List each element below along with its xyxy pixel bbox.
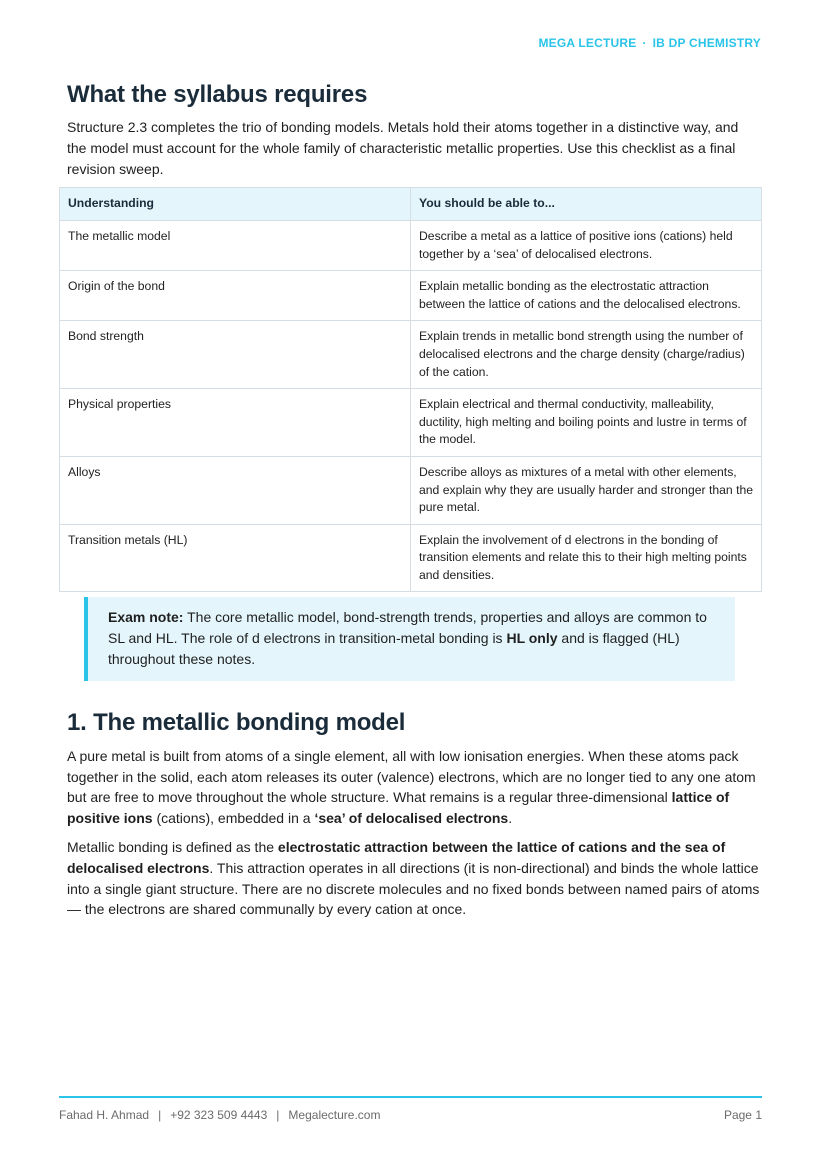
paragraph-text: Metallic bonding is defined as the (67, 839, 278, 856)
table-row (60, 321, 762, 389)
page-header (538, 36, 761, 50)
exam-note-label: Exam note: (108, 609, 184, 626)
section-paragraph-2 (67, 837, 762, 920)
page-number: Page 1 (723, 1108, 762, 1122)
table-cell-understanding: Alloys (60, 456, 411, 524)
paragraph-text: . (508, 810, 513, 827)
table-row (60, 456, 762, 524)
table-row (60, 389, 762, 457)
syllabus-intro: Structure 2.3 completes the trio of bonding models. Metals hold their atoms together in a distinctive way, and the model must account for the whole family of characteristic metallic properties. Use this checklist as a final revision sweep. (67, 119, 739, 177)
exam-note-callout (84, 597, 735, 680)
footer-phone: +92 323 509 4443 (170, 1108, 268, 1122)
footer-separator: | (276, 1108, 280, 1122)
table-cell-outcome: Explain the involvement of d electrons in the bonding of transition elements and relate this to their high melting points and densities. (411, 524, 762, 592)
table-header-outcome: You should be able to... (411, 188, 762, 221)
table-cell-outcome: Explain electrical and thermal conductivity, malleability, ductility, high melting and boiling points and lustre in terms of the model. (411, 389, 762, 457)
table-row (60, 271, 762, 321)
table-cell-outcome: Explain trends in metallic bond strength using the number of delocalised electrons and the charge density (charge/radius) of the cation. (411, 321, 762, 389)
exam-note-text (108, 607, 715, 669)
footer-divider (59, 1096, 762, 1098)
exam-note-emphasis: HL only (506, 630, 558, 647)
section-title: 1. The metallic bonding model (67, 708, 406, 736)
table-cell-understanding: Physical properties (60, 389, 411, 457)
table-header-understanding: Understanding (60, 188, 411, 221)
key-term: electrostatic attraction between the lattice of cations and the sea of delocalised electrons (67, 839, 726, 876)
paragraph-text: . This attraction operates in all directions (it is non-directional) and binds the whole lattice into a single giant structure. There are no discrete molecules and no fixed bonds between named pairs of atoms — the electrons are shared communally by every cation at once. (67, 859, 760, 918)
paragraph-text: (cations), embedded in a (152, 810, 315, 827)
footer-website[interactable]: Megalecture.com (288, 1108, 381, 1122)
section-paragraph-1 (67, 746, 762, 829)
page-footer (59, 1108, 762, 1122)
header-brand: MEGA LECTURE (538, 36, 637, 50)
table-row (60, 524, 762, 592)
table-cell-understanding: Origin of the bond (60, 271, 411, 321)
syllabus-title: What the syllabus requires (67, 81, 368, 108)
syllabus-table (59, 187, 762, 592)
footer-author: Fahad H. Ahmad (59, 1108, 150, 1122)
header-separator: · (642, 36, 647, 50)
footer-contact (59, 1108, 380, 1122)
table-row (60, 220, 762, 270)
table-cell-outcome: Describe a metal as a lattice of positive ions (cations) held together by a ‘sea’ of delocalised electrons. (411, 220, 762, 270)
table-cell-understanding: Bond strength (60, 321, 411, 389)
exam-note-body-1: The core metallic model, bond-strength trends, properties and alloys are common to SL and HL. The role of d electrons in transition-metal bonding is (108, 609, 707, 647)
table-cell-outcome: Describe alloys as mixtures of a metal with other elements, and explain why they are usually harder and stronger than the pure metal. (411, 456, 762, 524)
section-metallic-model (59, 708, 762, 920)
page-content (59, 80, 762, 920)
footer-separator: | (158, 1108, 162, 1122)
table-header-row (60, 188, 762, 221)
table-cell-outcome: Explain metallic bonding as the electrostatic attraction between the lattice of cations and the delocalised electrons. (411, 271, 762, 321)
key-term: lattice of positive ions (67, 789, 730, 827)
header-course: IB DP CHEMISTRY (652, 36, 761, 50)
table-cell-understanding: Transition metals (HL) (60, 524, 411, 592)
table-cell-understanding: The metallic model (60, 220, 411, 270)
paragraph-text: A pure metal is built from atoms of a single element, all with low ionisation energies. When these atoms pack together in the solid, each atom releases its outer (valence) electrons, which are no longer tied to any one atom but are free to move throughout the whole structure. What remains is a regular three-dimensional (67, 747, 756, 806)
key-term: ‘sea’ of delocalised electrons (314, 810, 509, 827)
exam-note-body-2: and is flagged (HL) throughout these notes. (108, 630, 680, 668)
